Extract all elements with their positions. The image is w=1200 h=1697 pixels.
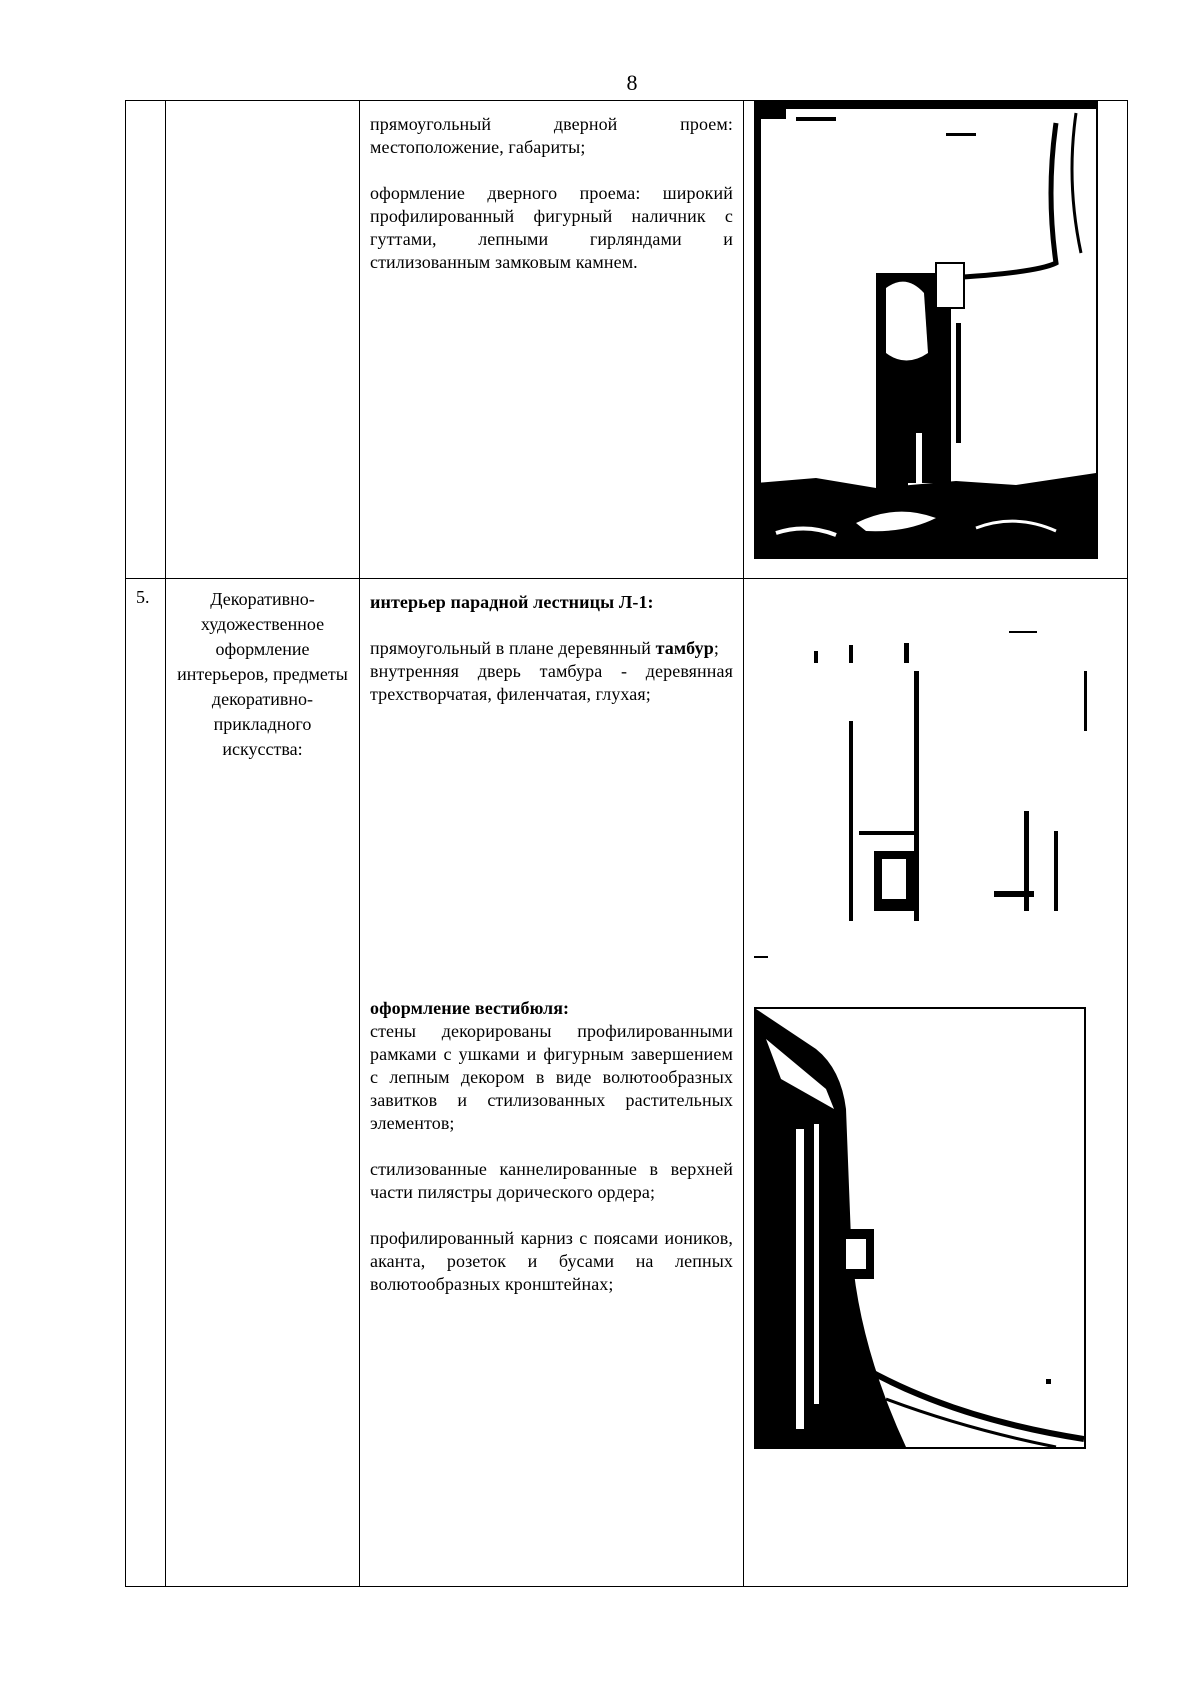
staircase-heading: интерьер парадной лестницы Л-1: [370, 592, 654, 612]
row-number-cell: 5. [126, 579, 166, 1587]
description-paragraph: стилизованные каннелированные в верхней части пилястры дорического ордера; [370, 1159, 733, 1202]
table-row [126, 101, 1128, 579]
row-photo-cell [744, 579, 1128, 1587]
table-row [126, 579, 1128, 1587]
vestibule-door-photo-image [754, 631, 1114, 971]
row-description-cell [360, 101, 744, 579]
row-photo-cell [744, 101, 1128, 579]
description-paragraph: оформление дверного проема: широкий профилированный фигурный наличник с гуттами, лепными гирляндами и стилизованным замковым камнем. [370, 183, 733, 272]
description-paragraph: прямоугольный в плане деревянный тамбур; [370, 638, 719, 658]
row-number-cell [126, 101, 166, 579]
cornice-photo [754, 1007, 1086, 1449]
row-name-cell: Декоративно-художественное оформление интерьеров, предметы декоративно-прикладного искусства: [166, 579, 360, 1587]
description-paragraph: прямоугольный дверной проем: местоположение, габариты; [370, 114, 733, 157]
row-name-cell [166, 101, 360, 579]
vestibule-heading: оформление вестибюля: [370, 998, 570, 1018]
row-description-cell [360, 579, 744, 1587]
monument-description-table [125, 100, 1128, 1587]
tambour-term: тамбур [655, 638, 714, 658]
description-paragraph: профилированный карниз с поясами иоников, аканта, розеток и бусами на лепных волютообразных кронштейнах; [370, 1228, 733, 1294]
doorway-photo-image [756, 103, 1096, 557]
description-paragraph: внутренняя дверь тамбура - деревянная трехстворчатая, филенчатая, глухая; [370, 661, 733, 704]
doorway-photo [754, 101, 1098, 559]
description-paragraph: стены декорированы профилированными рамками с ушками и фигурным завершением с лепным декором в виде волютообразных завитков и стилизованных растительных элементов; [370, 1021, 733, 1133]
cornice-photo-image [756, 1009, 1084, 1447]
page-number: 8 [626, 70, 638, 95]
vestibule-door-photo [754, 631, 1114, 971]
